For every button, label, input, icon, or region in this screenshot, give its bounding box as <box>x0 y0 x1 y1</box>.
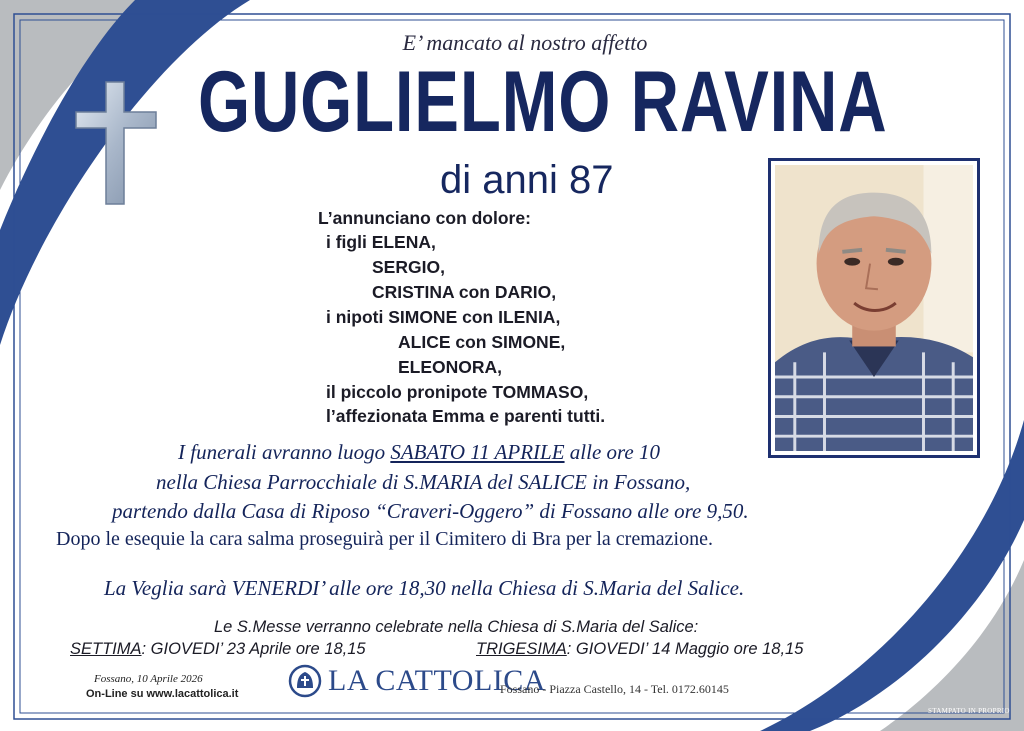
cattolica-logo-text: LA CATTOLICA <box>328 664 546 697</box>
settima-label: SETTIMA <box>70 640 142 658</box>
deceased-name: GUGLIELMO RAVINA <box>198 54 888 150</box>
vigil-text: La Veglia sarà VENERDI’ alle ore 18,30 nella Chiesa di S.Maria del Salice. <box>104 576 745 600</box>
trigesima-value: : GIOVEDI’ 14 Maggio ore 18,15 <box>566 640 804 658</box>
family-line: il piccolo pronipote TOMMASO, <box>326 382 589 402</box>
funeral-date: SABATO 11 APRILE <box>390 440 565 464</box>
settima-value: : GIOVEDI’ 23 Aprile ore 18,15 <box>141 640 366 658</box>
footer-online: On-Line su www.lacattolica.it <box>86 688 239 700</box>
family-line: i nipoti SIMONE con ILENIA, <box>326 307 561 327</box>
portrait-photo <box>775 165 973 451</box>
portrait-illustration <box>775 165 973 451</box>
family-line: l’affezionata Emma e parenti tutti. <box>326 406 606 426</box>
settima-row <box>70 640 366 659</box>
intro-text: E’ mancato al nostro affetto <box>402 30 648 55</box>
family-line: CRISTINA con DARIO, <box>372 282 557 302</box>
funeral-time: alle ore 10 <box>564 440 661 464</box>
masses-intro: Le S.Messe verranno celebrate nella Chiesa di S.Maria del Salice: <box>214 618 699 636</box>
trigesima-label: TRIGESIMA <box>476 640 567 658</box>
family-line: ELEONORA, <box>398 357 503 377</box>
funeral-line-1 <box>178 440 660 465</box>
stamp-text: STAMPATO IN PROPRIO <box>928 707 1010 715</box>
cattolica-logo-icon <box>288 664 322 698</box>
footer-address: Fossano - Piazza Castello, 14 - Tel. 0172.60145 <box>500 682 729 696</box>
footer-date: Fossano, 10 Aprile 2026 <box>94 673 203 685</box>
funeral-line-3: partendo dalla Casa di Riposo “Craveri-Oggero” di Fossano alle ore 9,50. <box>112 499 749 523</box>
trigesima-row <box>476 640 803 659</box>
age-text: di anni 87 <box>440 158 614 202</box>
family-line: SERGIO, <box>372 257 445 277</box>
family-line: i figli ELENA, <box>326 232 436 252</box>
funeral-line-1-text: I funerali avranno luogo <box>178 440 391 464</box>
funeral-line-4: Dopo le esequie la cara salma proseguirà per il Cimitero di Bra per la cremazione. <box>56 528 713 550</box>
funeral-line-2: nella Chiesa Parrocchiale di S.MARIA del SALICE in Fossano, <box>156 470 691 494</box>
family-line: L’annunciano con dolore: <box>318 208 531 228</box>
portrait-frame <box>768 158 980 458</box>
cross-icon <box>74 80 158 206</box>
family-line: ALICE con SIMONE, <box>398 332 566 352</box>
